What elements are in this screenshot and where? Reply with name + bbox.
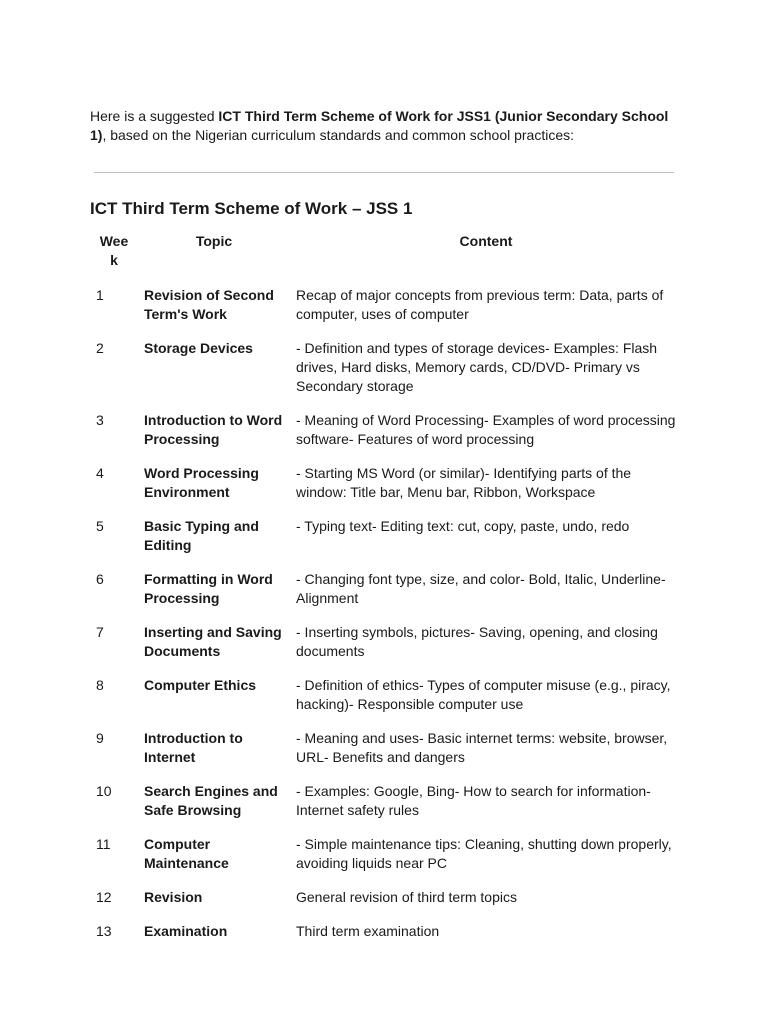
intro-paragraph xyxy=(90,107,680,145)
week-cell: 5 xyxy=(96,518,104,534)
intro-lead: Here is a suggested xyxy=(90,108,219,124)
content-cell: - Typing text- Editing text: cut, copy, paste, undo, redo xyxy=(296,518,630,534)
content-cell: - Changing font type, size, and color- Bold, Italic, Underline- Alignment xyxy=(296,571,666,606)
content-cell: General revision of third term topics xyxy=(296,889,517,905)
table-row xyxy=(90,621,682,674)
week-cell: 2 xyxy=(96,340,104,356)
header-content: Content xyxy=(459,233,513,249)
content-cell: - Examples: Google, Bing- How to search for information- Internet safety rules xyxy=(296,783,651,818)
week-cell: 13 xyxy=(96,923,112,939)
table-row xyxy=(90,515,682,568)
topic-cell: Computer Maintenance xyxy=(144,836,229,871)
content-cell: Recap of major concepts from previous term: Data, parts of computer, uses of computer xyxy=(296,287,664,322)
topic-cell: Introduction to Internet xyxy=(144,730,243,765)
table-row xyxy=(90,462,682,515)
horizontal-divider xyxy=(94,172,674,173)
content-cell: - Meaning and uses- Basic internet terms: website, browser, URL- Benefits and dangers xyxy=(296,730,668,765)
topic-cell: Computer Ethics xyxy=(144,677,257,693)
intro-tail: , based on the Nigerian curriculum standards and common school practices: xyxy=(102,127,575,143)
topic-cell: Basic Typing and Editing xyxy=(144,518,259,553)
table-row xyxy=(90,337,682,409)
topic-cell: Word Processing Environment xyxy=(144,465,259,500)
table-row xyxy=(90,833,682,886)
scheme-table xyxy=(90,230,682,954)
topic-cell: Inserting and Saving Documents xyxy=(144,624,282,659)
content-cell: - Starting MS Word (or similar)- Identifying parts of the window: Title bar, Menu bar, Ribbon, Workspace xyxy=(296,465,632,500)
content-cell: - Simple maintenance tips: Cleaning, shutting down properly, avoiding liquids near PC xyxy=(296,836,672,871)
week-cell: 3 xyxy=(96,412,104,428)
week-cell: 10 xyxy=(96,783,112,799)
table-row xyxy=(90,886,682,920)
intro-bold: ICT Third Term Scheme of Work for JSS1 (Junior Secondary School 1) xyxy=(90,108,669,143)
table-row xyxy=(90,727,682,780)
table-row xyxy=(90,920,682,954)
week-cell: 1 xyxy=(96,287,104,303)
topic-cell: Examination xyxy=(144,923,228,939)
header-week: Week xyxy=(99,233,129,268)
content-cell: - Definition of ethics- Types of computer misuse (e.g., piracy, hacking)- Responsible computer use xyxy=(296,677,671,712)
content-cell: - Inserting symbols, pictures- Saving, opening, and closing documents xyxy=(296,624,658,659)
topic-cell: Search Engines and Safe Browsing xyxy=(144,783,278,818)
week-cell: 12 xyxy=(96,889,112,905)
week-cell: 6 xyxy=(96,571,104,587)
table-body xyxy=(90,284,682,954)
topic-cell: Revision of Second Term's Work xyxy=(144,287,274,322)
content-cell: - Meaning of Word Processing- Examples of word processing software- Features of word processing xyxy=(296,412,676,447)
table-row xyxy=(90,780,682,833)
content-cell: - Definition and types of storage devices- Examples: Flash drives, Hard disks, Memory cards, CD/DVD- Primary vs Secondary storage xyxy=(296,340,658,394)
week-cell: 9 xyxy=(96,730,104,746)
section-title: ICT Third Term Scheme of Work – JSS 1 xyxy=(90,199,413,218)
content-cell: Third term examination xyxy=(296,923,440,939)
week-cell: 4 xyxy=(96,465,104,481)
table-header-row xyxy=(90,230,682,284)
topic-cell: Formatting in Word Processing xyxy=(144,571,273,606)
table-row xyxy=(90,568,682,621)
topic-cell: Revision xyxy=(144,889,203,905)
topic-cell: Storage Devices xyxy=(144,340,253,356)
header-topic: Topic xyxy=(195,233,233,249)
week-cell: 7 xyxy=(96,624,104,640)
table-row xyxy=(90,674,682,727)
table-row xyxy=(90,284,682,337)
table-row xyxy=(90,409,682,462)
week-cell: 8 xyxy=(96,677,104,693)
topic-cell: Introduction to Word Processing xyxy=(144,412,283,447)
week-cell: 11 xyxy=(96,836,111,852)
